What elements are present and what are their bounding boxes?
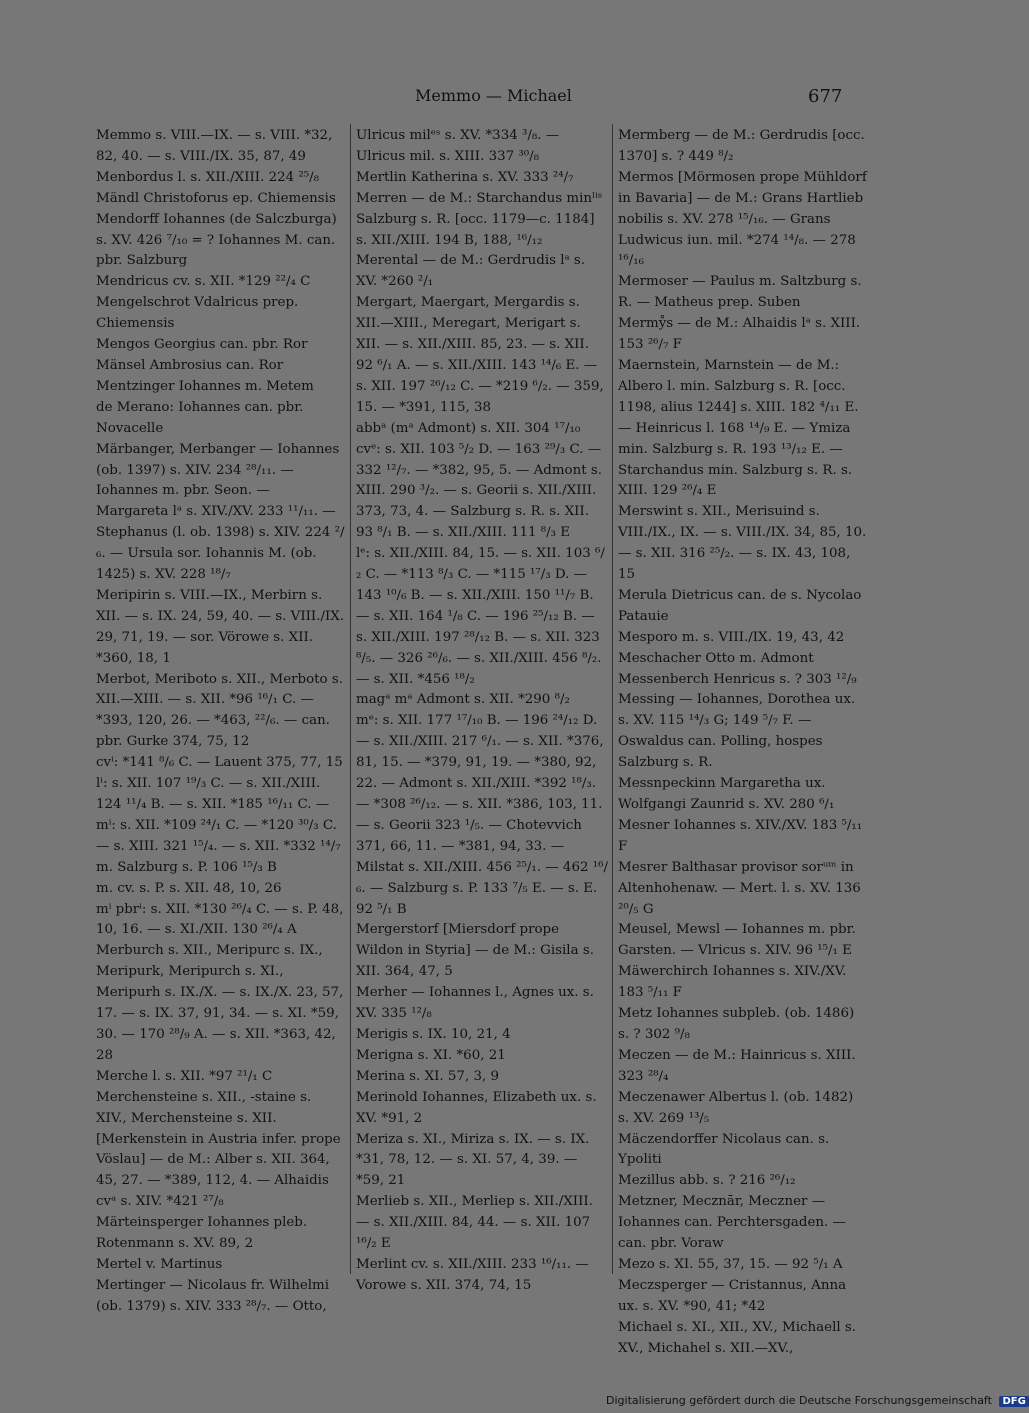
index-entry: Mendricus cv. s. XII. *129 ²²/₄ C	[96, 274, 311, 290]
index-column-2	[356, 126, 608, 1297]
index-entry: Merchensteine s. XII., -staine s. XIV., Merchensteine s. XII. [Merkenstein in Austria infer. prope Vöslau] — de M.: Alber s. XII. 364, 45, 27. — *389, 112, 4. — Alhaidis cvᵃ s. XIV. *421 ²⁷/₈	[96, 1089, 341, 1210]
index-entry: Messenberch Henricus s. ? 303 ¹²/₉	[618, 671, 857, 687]
index-entry: cvⁱ: *141 ⁸/₆ C. — Lauent 375, 77, 15	[96, 755, 343, 771]
index-entry: Mäwerchirch Iohannes s. XIV./XV. 183 ⁵/₁₁ F	[618, 964, 847, 1001]
column-divider	[612, 124, 613, 1274]
index-entry: Merche l. s. XII. *97 ²¹/₁ C	[96, 1068, 273, 1084]
index-entry: Michael s. XI., XII., XV., Michaell s. XV., Michahel s. XII.—XV.,	[618, 1319, 857, 1356]
index-entry: Maernstein, Marnstein — de M.: Albero l. min. Salzburg s. R. [occ. 1198, alius 1244] s. XIII. 182 ⁴/₁₁ E. — Heinricus l. 168 ¹⁴/₉ E. — Ymiza min. Salzburg s. R. 193 ¹³/₁₂ E. — Starchandus min. Salzburg s. R. s. XIII. 129 ²⁶/₄ E	[618, 357, 859, 499]
index-entry: Merigna s. XI. *60, 21	[356, 1047, 506, 1063]
index-entry: Mengos Georgius can. pbr. Ror	[96, 337, 308, 353]
index-entry: Merental — de M.: Gerdrudis lᵃ s. XV. *260 ²/₁	[356, 253, 586, 290]
index-entry: Meusel, Mewsl — Iohannes m. pbr. Garsten. — Vlricus s. XIV. 96 ¹⁵/₁ E	[618, 922, 856, 959]
footer-credit	[606, 1394, 1029, 1407]
index-entry: Märbanger, Merbanger — Iohannes (ob. 1397) s. XIV. 234 ²⁸/₁₁. — Iohannes m. pbr. Seon. — Margareta lᵃ s. XIV./XV. 233 ¹¹/₁₁. — Stephanus (l. ob. 1398) s. XIV. 224 ²/₆. — Ursula sor. Iohannis M. (ob. 1425) s. XV. 228 ¹⁸/₇	[96, 441, 345, 583]
dfg-logo-icon: DFG	[999, 1396, 1028, 1407]
index-entry: Mengelschrot Vdalricus prep. Chiemensis	[96, 295, 299, 332]
index-entry: Merula Dietricus can. de s. Nycolao Patauie	[618, 587, 862, 624]
index-entry: Mermberg — de M.: Gerdrudis [occ. 1370] s. ? 449 ⁸/₂	[618, 128, 865, 164]
index-entry: Mesporo m. s. VIII./IX. 19, 43, 42	[618, 629, 845, 645]
index-column-3	[618, 126, 868, 1359]
index-entry: Merbot, Meriboto s. XII., Merboto s. XII.—XIII. — s. XII. *96 ¹⁶/₁ C. — *393, 120, 26. — *463, ²²/₆. — can. pbr. Gurke 374, 75, 12	[96, 671, 343, 750]
index-entry: Memmo s. VIII.—IX. — s. VIII. *32, 82, 40. — s. VIII./IX. 35, 87, 49	[96, 128, 333, 164]
index-entry: Ulricus milᵉˢ s. XV. *334 ³/₈. — Ulricus mil. s. XIII. 337 ³⁰/₈	[356, 128, 560, 164]
index-entry: Merswint s. XII., Merisuind s. VIII./IX., IX. — s. VIII./IX. 34, 85, 10. — s. XII. 316 ²⁵/₂. — s. IX. 43, 108, 15	[618, 504, 867, 583]
index-entry: Mänsel Ambrosius can. Ror	[96, 357, 284, 373]
index-entry: Mermẙs — de M.: Alhaidis lᵃ s. XIII. 153 ²⁶/₇ F	[618, 316, 861, 353]
index-entry: de Merano: Iohannes can. pbr. Novacelle	[96, 399, 304, 436]
index-entry: Merinold Iohannes, Elizabeth ux. s. XV. *91, 2	[356, 1089, 597, 1126]
index-entry: Meschacher Otto m. Admont	[618, 650, 814, 666]
index-entry: Mezillus abb. s. ? 216 ²⁶/₁₂	[618, 1173, 796, 1189]
index-entry: Merlint cv. s. XII./XIII. 233 ¹⁶/₁₁. — Vorowe s. XII. 374, 74, 15	[356, 1256, 589, 1293]
index-entry: Merher — Iohannes l., Agnes ux. s. XV. 335 ¹²/₈	[356, 985, 594, 1022]
index-entry: Mändl Christoforus ep. Chiemensis	[96, 190, 336, 206]
index-entry: Merina s. XI. 57, 3, 9	[356, 1068, 500, 1084]
page-number: 677	[808, 86, 843, 107]
index-entry: Meczen — de M.: Hainricus s. XIII. 323 ²⁸/₄	[618, 1047, 856, 1084]
index-entry: lᵉ: s. XII./XIII. 84, 15. — s. XII. 103 ⁶/₂ C. — *113 ⁸/₃ C. — *115 ¹⁷/₃ D. — 143 ¹⁰/₆ B. — s. XII./XIII. 150 ¹¹/₇ B. — s. XII. 164 ¹/₈ C. — 196 ²⁵/₁₂ B. — s. XII./XIII. 197 ²⁸/₁₂ B. — s. XII. 323 ⁸/₅. — 326 ²⁶/₆. — s. XII./XIII. 456 ⁸/₂. — s. XII. *456 ¹⁸/₂	[356, 546, 605, 687]
index-entry: Messing — Iohannes, Dorothea ux. s. XV. 115 ¹⁴/₃ G; 149 ⁵/₇ F. — Oswaldus can. Polling, hospes Salzburg s. R.	[618, 692, 856, 771]
index-entry: Mesrer Balthasar provisor sorᵘᵐ in Altenhohenaw. — Mert. l. s. XV. 136 ²⁰/₅ G	[618, 859, 861, 917]
index-entry: Meczenawer Albertus l. (ob. 1482) s. XV. 269 ¹³/₅	[618, 1089, 854, 1126]
index-entry: mⁱ pbrⁱ: s. XII. *130 ²⁶/₄ C. — s. P. 48, 10, 16. — s. XI./XII. 130 ²⁶/₄ A	[96, 901, 344, 938]
index-entry: Menbordus l. s. XII./XIII. 224 ²⁵/₈	[96, 169, 320, 185]
index-entry: Metzner, Mecznār, Meczner — Iohannes can. Perchtersgaden. — can. pbr. Voraw	[618, 1194, 846, 1252]
index-entry: Mertinger — Nicolaus fr. Wilhelmi (ob. 1379) s. XIV. 333 ²⁸/₇. — Otto,	[96, 1277, 330, 1314]
index-entry: Mendorff Iohannes (de Salczburga) s. XV. 426 ⁷/₁₀ = ? Iohannes M. can. pbr. Salzburg	[96, 211, 337, 269]
index-entry: mᵉ: s. XII. 177 ¹⁷/₁₀ B. — 196 ²⁴/₁₂ D. — s. XII./XIII. 217 ⁶/₁. — s. XII. *376, 81, 15. — *379, 91, 19. — *380, 92, 22. — Admont s. XII./XIII. *392 ¹⁸/₃. — *308 ²⁶/₁₂. — s. XII. *386, 103, 11. — s. Georii 323 ¹/₅. — Chotevvich 371, 66, 11. — *381, 94, 33. — Milstat s. XII./XIII. 456 ²⁵/₁. — 462 ¹⁶/₆. — Salzburg s. P. 133 ⁷/₅ E. — s. E. 92 ⁵/₁ B	[356, 713, 608, 917]
index-entry: Merren — de M.: Starchandus minˡⁱˢ Salzburg s. R. [occ. 1179—c. 1184] s. XII./XIII. 194 B, 188, ¹⁶/₁₂	[356, 190, 603, 248]
index-entry: Mertlin Katherina s. XV. 333 ²⁴/₇	[356, 169, 574, 185]
index-entry: Mäczendorffer Nicolaus can. s. Ypoliti	[618, 1131, 830, 1168]
index-entry: Mesner Iohannes s. XIV./XV. 183 ⁵/₁₁ F	[618, 817, 863, 854]
index-entry: Märteinsperger Iohannes pleb. Rotenmann s. XV. 89, 2	[96, 1215, 308, 1252]
index-entry: Messnpeckinn Margaretha ux. Wolfgangi Zaunrid s. XV. 280 ⁶/₁	[618, 776, 835, 812]
index-entry: Meriza s. XI., Miriza s. IX. — s. IX. *31, 78, 12. — s. XI. 57, 4, 39. — *59, 21	[356, 1131, 590, 1189]
index-entry: m. Salzburg s. P. 106 ¹⁵/₃ B	[96, 859, 277, 875]
index-entry: Mentzinger Iohannes m. Metem	[96, 378, 314, 394]
index-entry: magᵃ mᵃ Admont s. XII. *290 ⁸/₂	[356, 692, 570, 708]
index-entry: Merlieb s. XII., Merliep s. XII./XIII. — s. XII./XIII. 84, 44. — s. XII. 107 ¹⁶/₂ E	[356, 1194, 593, 1252]
index-entry: Mertel v. Martinus	[96, 1256, 223, 1272]
index-entry: Mermos [Mörmosen prope Mühldorf in Bavaria] — de M.: Grans Hartlieb nobilis s. XV. 278 ¹⁵/₁₆. — Grans Ludwicus iun. mil. *274 ¹⁴/₈. — 278 ¹⁶/₁₆	[618, 169, 867, 269]
page-header	[0, 86, 1000, 116]
index-entry: Merigis s. IX. 10, 21, 4	[356, 1026, 511, 1042]
index-entry: Mermoser — Paulus m. Saltzburg s. R. — Matheus prep. Suben	[618, 274, 862, 311]
index-entry: lⁱ: s. XII. 107 ¹⁹/₃ C. — s. XII./XIII. 124 ¹¹/₄ B. — s. XII. *185 ¹⁶/₁₁ C. — mⁱ: s. XII. *109 ²⁴/₁ C. — *120 ³⁰/₃ C. — s. XIII. 321 ¹⁵/₄. — s. XII. *332 ¹⁴/₇	[96, 776, 341, 854]
index-entry: Meripirin s. VIII.—IX., Merbirn s. XII. — s. IX. 24, 59, 40. — s. VIII./IX. 29, 71, 19. — sor. Vörowe s. XII. *360, 18, 1	[96, 587, 345, 666]
index-entry: Mergart, Maergart, Mergardis s. XII.—XIII., Meregart, Merigart s. XII. — s. XII./XIII. 85, 23. — s. XII. 92 ⁶/₁ A. — s. XII./XIII. 143 ¹⁴/₆ E. — s. XII. 197 ²⁶/₁₂ C. — *219 ⁶/₂. — 359, 15. — *391, 115, 38	[356, 295, 604, 415]
footer-credit-text: Digitalisierung gefördert durch die Deutsche Forschungsgemeinschaft	[606, 1394, 992, 1407]
index-entry: Mergerstorf [Miersdorf prope Wildon in Styria] — de M.: Gisila s. XII. 364, 47, 5	[356, 922, 594, 980]
index-entry: abbᵃ (mᵃ Admont) s. XII. 304 ¹⁷/₁₀	[356, 420, 581, 436]
index-entry: m. cv. s. P. s. XII. 48, 10, 26	[96, 880, 282, 896]
index-entry: Mezo s. XI. 55, 37, 15. — 92 ⁵/₁ A	[618, 1256, 843, 1272]
index-entry: cvᵉ: s. XII. 103 ⁵/₂ D. — 163 ²⁹/₃ C. — 332 ¹²/₇. — *382, 95, 5. — Admont s. XIII. 290 ³/₂. — s. Georii s. XII./XIII. 373, 73, 4. — Salzburg s. R. s. XII. 93 ⁸/₁ B. — s. XII./XIII. 111 ⁸/₃ E	[356, 441, 602, 541]
running-head: Memmo — Michael	[415, 86, 572, 105]
index-entry: Meczsperger — Cristannus, Anna ux. s. XV. *90, 41; *42	[618, 1277, 847, 1314]
column-divider	[350, 124, 351, 1274]
index-entry: Merburch s. XII., Meripurc s. IX., Meripurk, Meripurch s. XI., Meripurh s. IX./X. — s. IX./X. 23, 57, 17. — s. IX. 37, 91, 34. — s. XI. *59, 30. — 170 ²⁸/₉ A. — s. XII. *363, 42, 28	[96, 943, 344, 1063]
index-column-1	[96, 126, 346, 1318]
index-entry: Metz Iohannes subpleb. (ob. 1486) s. ? 302 ⁹/₈	[618, 1006, 855, 1042]
